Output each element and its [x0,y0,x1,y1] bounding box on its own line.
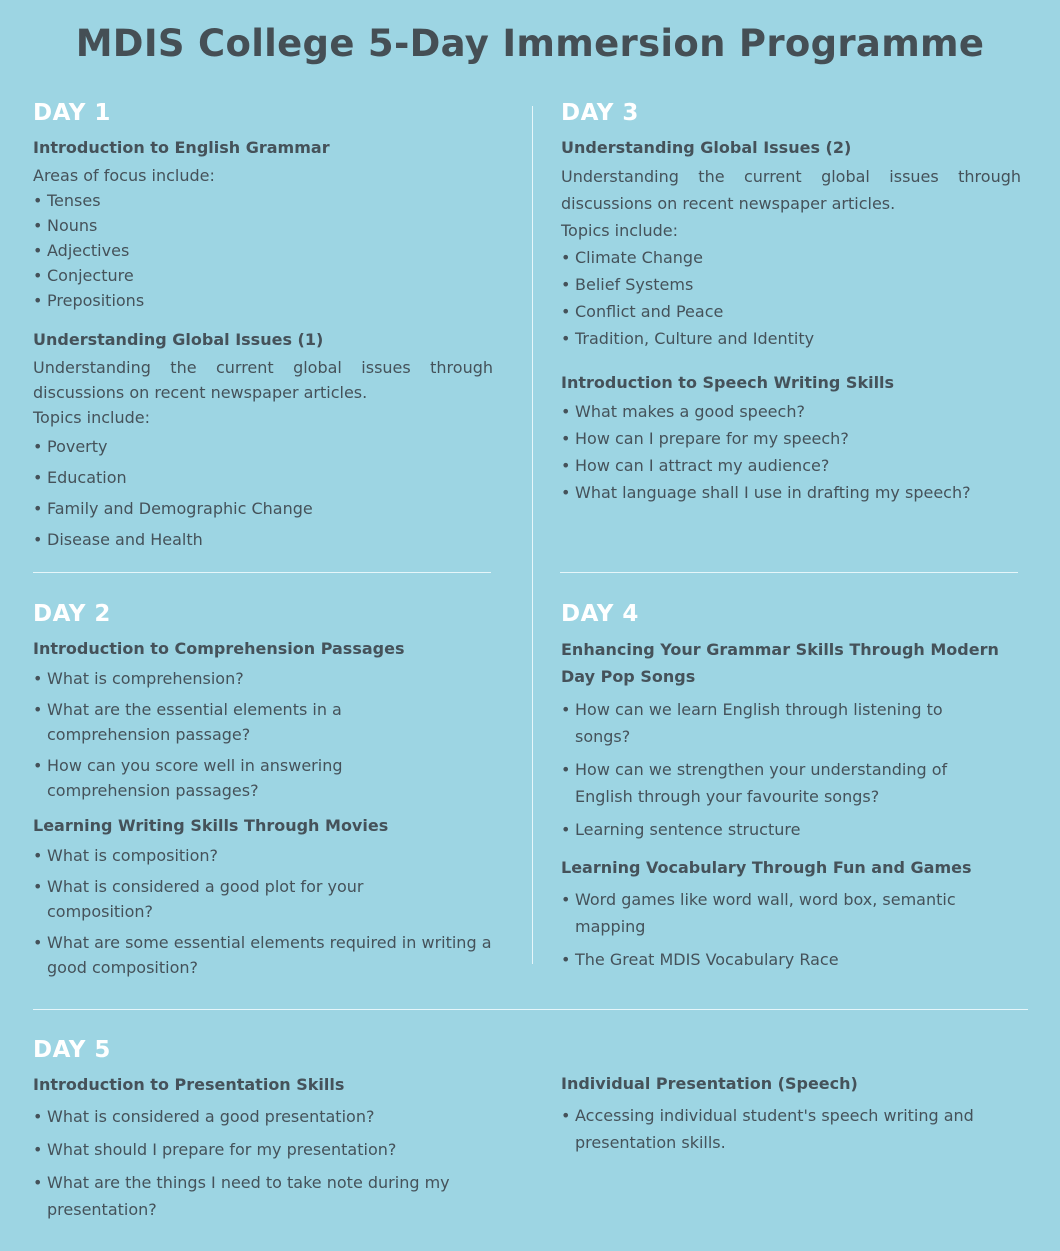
divider [560,572,1018,573]
list-item: • Nouns [33,213,493,238]
section-intro: Topics include: [561,221,679,240]
list-item: • Adjectives [33,238,493,263]
bullet-list [33,843,493,980]
day-label: DAY 1 [33,100,111,126]
section-intro: Areas of focus include: [33,166,215,185]
day3-block [561,100,1021,506]
section-heading: Learning Vocabulary Through Fun and Games [561,858,972,877]
section-heading: Introduction to English Grammar [33,138,330,157]
list-item: • Disease and Health [33,527,493,552]
day5-block [33,1037,493,1229]
list-item: • Belief Systems [561,271,1021,298]
list-item: • What are the things I need to take note during my presentation? [33,1169,493,1223]
list-item: • What should I prepare for my presentation? [33,1136,493,1163]
bullet-list [33,666,493,803]
list-item: • How can we learn English through listening to songs? [561,696,1021,750]
day-label: DAY 4 [561,601,639,627]
bullet-list [33,434,493,552]
list-item: • How can I attract my audience? [561,452,1021,479]
list-item: • Climate Change [561,244,1021,271]
divider [33,1009,1028,1010]
day-label: DAY 3 [561,100,639,126]
list-item: • What language shall I use in drafting my speech? [561,479,1021,506]
list-item: • Education [33,465,493,490]
day-label: DAY 2 [33,601,111,627]
list-item: • What is considered a good presentation? [33,1103,493,1130]
list-item: • Tradition, Culture and Identity [561,325,1021,352]
section-heading: Introduction to Speech Writing Skills [561,373,895,392]
day1-block [33,100,493,558]
section-intro: Topics include: [33,408,151,427]
list-item: • Poverty [33,434,493,459]
day2-block [33,601,493,986]
list-item: • Accessing individual student's speech writing and presentation skills. [561,1102,1021,1156]
bullet-list [561,1102,1021,1156]
list-item: • Conjecture [33,263,493,288]
bullet-list [561,244,1021,352]
bullet-list [561,886,1021,973]
list-item: • How can I prepare for my speech? [561,425,1021,452]
list-item: • Conflict and Peace [561,298,1021,325]
list-item: • The Great MDIS Vocabulary Race [561,946,1021,973]
list-item: • What makes a good speech? [561,398,1021,425]
day4-block [561,601,1021,979]
section-heading: Individual Presentation (Speech) [561,1074,858,1093]
section-heading: Understanding Global Issues (1) [33,330,324,349]
list-item: • Learning sentence structure [561,816,1021,843]
list-item: • Tenses [33,188,493,213]
section-description: Understanding the current global issues through discussions on recent newspaper articles. [561,167,1021,213]
bullet-list [33,188,493,313]
page-title: MDIS College 5-Day Immersion Programme [75,22,985,65]
section-heading: Introduction to Comprehension Passages [33,639,405,658]
day5-right-block [561,1071,1021,1156]
list-item: • What is considered a good plot for your composition? [33,874,493,924]
list-item: • How can we strengthen your understanding of English through your favourite songs? [561,756,1021,810]
day-label: DAY 5 [33,1037,111,1063]
list-item: • What are some essential elements required in writing a good composition? [33,930,493,980]
bullet-list [33,1103,493,1223]
section-description: Understanding the current global issues through discussions on recent newspaper articles. [33,358,493,402]
list-item: • What is comprehension? [33,666,493,691]
bullet-list [561,696,1021,843]
column-divider [532,106,533,964]
list-item: • What is composition? [33,843,493,868]
list-item: • Family and Demographic Change [33,496,493,521]
divider [33,572,491,573]
section-heading: Introduction to Presentation Skills [33,1075,345,1094]
section-heading: Understanding Global Issues (2) [561,138,852,157]
list-item: • How can you score well in answering comprehension passages? [33,753,493,803]
section-heading: Enhancing Your Grammar Skills Through Modern Day Pop Songs [561,640,999,686]
list-item: • Prepositions [33,288,493,313]
bullet-list [561,398,1021,506]
section-heading: Learning Writing Skills Through Movies [33,816,389,835]
list-item: • What are the essential elements in a comprehension passage? [33,697,493,747]
list-item: • Word games like word wall, word box, semantic mapping [561,886,1021,940]
